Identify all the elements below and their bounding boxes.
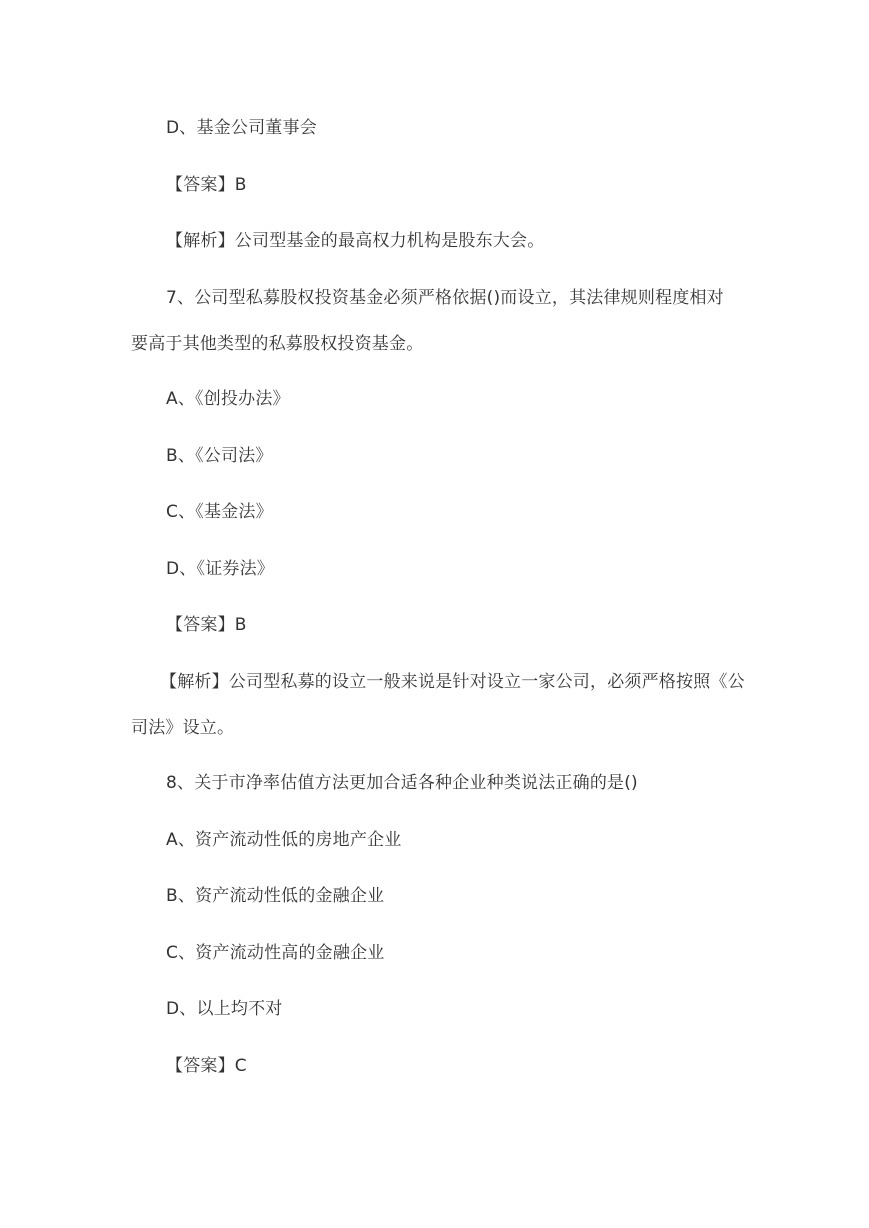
q7-option-d: D、《证券法》 [166, 559, 274, 579]
q7-option-c: C、《基金法》 [166, 502, 273, 522]
q8-option-a: A、资产流动性低的房地产企业 [166, 830, 402, 850]
q6-answer: 【答案】B [166, 175, 247, 195]
q8-option-b: B、资产流动性低的金融企业 [166, 886, 385, 906]
q7-explanation-line2: 司法》设立。 [131, 718, 235, 738]
q6-option-d: D、基金公司董事会 [166, 118, 317, 138]
q7-answer: 【答案】B [166, 615, 247, 635]
q7-option-b: B、《公司法》 [166, 446, 273, 466]
q6-explanation: 【解析】公司型基金的最高权力机构是股东大会。 [166, 231, 545, 251]
q8-question: 8、关于市净率估值方法更加合适各种企业种类说法正确的是() [166, 773, 638, 793]
q8-answer: 【答案】C [166, 1056, 247, 1076]
q8-option-c: C、资产流动性高的金融企业 [166, 943, 385, 963]
q7-explanation-line1: 【解析】公司型私募的设立一般来说是针对设立一家公司，必须严格按照《公 [160, 672, 745, 692]
q8-option-d: D、以上均不对 [166, 999, 283, 1019]
q7-question-line2: 要高于其他类型的私募股权投资基金。 [131, 334, 424, 354]
q7-option-a: A、《创投办法》 [166, 389, 290, 409]
q7-question-line1: 7、公司型私募股权投资基金必须严格依据()而设立，其法律规则程度相对 [166, 288, 724, 308]
